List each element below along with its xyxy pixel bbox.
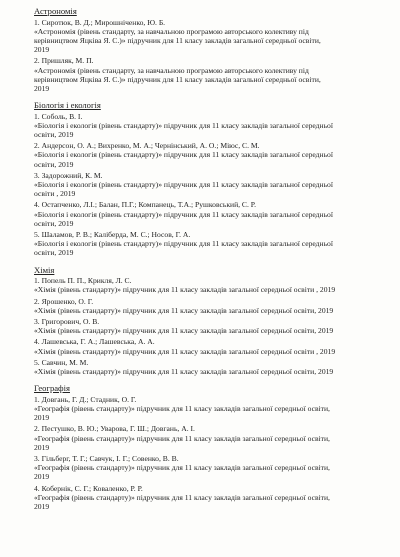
entry-text-line: «Біологія і екологія (рівень стандарту)» підручник для 11 класу закладів загальної середньої bbox=[34, 150, 333, 160]
entry-text-line: «Географія (рівень стандарту)» підручник для 11 класу закладів загальної середньої освіти, bbox=[34, 463, 330, 473]
list-item bbox=[34, 454, 386, 482]
section-title: Хімія bbox=[34, 264, 55, 275]
entry-text-line: освіти, 2019 bbox=[34, 159, 74, 169]
entry-text-line: «Біологія і екологія (рівень стандарту)» підручник для 11 класу закладів загальної середньої bbox=[34, 120, 333, 130]
section bbox=[34, 6, 386, 93]
entry-text-line: «Астрономія (рівень стандарту, за навчальною програмою авторського колективу під bbox=[34, 26, 309, 36]
section-title: Географія bbox=[34, 383, 70, 394]
entry-authors: 1. Сиротюк, В. Д.; Мирошніченко, Ю. Б. bbox=[34, 17, 166, 27]
entry-text-line: «Хімія (рівень стандарту)» підручник для 11 класу закладів загальної середньої освіти , 2019 bbox=[34, 346, 336, 356]
entry-text-line: «Географія (рівень стандарту)» підручник для 11 класу закладів загальної середньої освіти, bbox=[34, 403, 330, 413]
entry-text-line: 2019 bbox=[34, 83, 50, 93]
section-title: Астрономія bbox=[34, 6, 77, 16]
entry-authors: 5. Шаламов, Р. В.; Каліберда, М. С.; Носов, Г. А. bbox=[34, 230, 191, 240]
entry-text-line: освіти , 2019 bbox=[34, 189, 76, 199]
entry-authors: 2. Андерсон, О. А.; Вихренко, М. А.; Чернінський, А. О.; Міюс, С. М. bbox=[34, 141, 260, 151]
entry-text-line: освіти, 2019 bbox=[34, 248, 74, 258]
entry-authors: 4. Остапченко, Л.І.; Балан, П.Г.; Компанець, Т.А.; Рушковський, С. Р. bbox=[34, 200, 256, 210]
entry-authors: 2. Пришляк, М. П. bbox=[34, 56, 94, 66]
entry-text-line: освіти, 2019 bbox=[34, 130, 74, 140]
entry-text-line: «Біологія і екологія (рівень стандарту)» підручник для 11 класу закладів загальної середньої bbox=[34, 239, 333, 249]
entry-authors: 3. Григорович, О. В. bbox=[34, 316, 100, 326]
entry-text-line: «Біологія і екологія (рівень стандарту)» підручник для 11 класу закладів загальної середньої bbox=[34, 209, 333, 219]
list-item bbox=[34, 297, 386, 315]
section bbox=[34, 100, 386, 258]
section-title: Біологія і екологія bbox=[34, 100, 101, 111]
list-item bbox=[34, 230, 386, 258]
list-item bbox=[34, 141, 386, 169]
entry-text-line: 2019 bbox=[34, 442, 50, 452]
entry-authors: 1. Довгань, Г. Д.; Стадник, О. Г. bbox=[34, 394, 137, 404]
entry-authors: 3. Задорожний, К. М. bbox=[34, 170, 103, 180]
entry-text-line: «Біологія і екологія (рівень стандарту)» підручник для 11 класу закладів загальної середньої bbox=[34, 180, 333, 190]
list-item bbox=[34, 171, 386, 199]
list-item bbox=[34, 276, 386, 294]
entry-text-line: 2019 bbox=[34, 45, 50, 55]
list-item bbox=[34, 395, 386, 423]
section bbox=[34, 383, 386, 511]
entry-authors: 1. Соболь, В. І. bbox=[34, 111, 83, 121]
entry-text-line: 2019 bbox=[34, 413, 50, 423]
entry-text-line: «Хімія (рівень стандарту)» підручник для 11 класу закладів загальної середньої освіти, 2019 bbox=[34, 326, 334, 336]
entry-text-line: «Хімія (рівень стандарту)» підручник для 11 класу закладів загальної середньої освіти, 2019 bbox=[34, 367, 334, 376]
entry-text-line: 2019 bbox=[34, 472, 50, 482]
list-item bbox=[34, 18, 386, 55]
entry-text-line: «Географія (рівень стандарту)» підручник для 11 класу закладів загальної середньої освіти, bbox=[34, 492, 330, 502]
list-item bbox=[34, 484, 386, 512]
entry-authors: 1. Попель П. П., Крикля, Л. С. bbox=[34, 276, 132, 286]
list-item bbox=[34, 424, 386, 452]
list-item bbox=[34, 317, 386, 335]
entry-text-line: «Географія (рівень стандарту)» підручник для 11 класу закладів загальної середньої освіти, bbox=[34, 433, 330, 443]
entry-text-line: «Хімія (рівень стандарту)» підручник для 11 класу закладів загальної середньої освіти, 2019 bbox=[34, 305, 334, 315]
list-item bbox=[34, 337, 386, 355]
entry-text-line: «Хімія (рівень стандарту)» підручник для 11 класу закладів загальної середньої освіти , 2019 bbox=[34, 285, 336, 295]
entry-authors: 3. Гільберг, Т. Г.; Савчук, І. Г.; Совенко, В. В. bbox=[34, 453, 179, 463]
entry-authors: 5. Савчин, М. М. bbox=[34, 357, 89, 367]
entry-authors: 2. Пестушко, В. Ю.; Уварова, Г. Ш.; Довгань, А. І. bbox=[34, 424, 195, 434]
entry-authors: 2. Ярошенко, О. Г. bbox=[34, 296, 94, 306]
list-item bbox=[34, 200, 386, 228]
entry-text-line: керівництвом Яцківа Я. С.)» підручник для 11 класу закладів загальної середньої освіти, bbox=[34, 35, 321, 45]
entry-text-line: освіти, 2019 bbox=[34, 218, 74, 228]
entry-authors: 4. Лашевська, Г. А.; Лашевська, А. А. bbox=[34, 337, 155, 347]
list-item bbox=[34, 112, 386, 140]
list-item bbox=[34, 56, 386, 93]
entry-text-line: керівництвом Яцківа Я. С.)» підручник для 11 класу закладів загальної середньої освіти, bbox=[34, 74, 321, 84]
list-item bbox=[34, 358, 386, 376]
section bbox=[34, 265, 386, 377]
entry-authors: 4. Кобернік, С. Г.; Коваленко, Р. Р. bbox=[34, 483, 143, 493]
entry-text-line: 2019 bbox=[34, 501, 50, 511]
entry-text-line: «Астрономія (рівень стандарту, за навчальною програмою авторського колективу під bbox=[34, 65, 309, 75]
